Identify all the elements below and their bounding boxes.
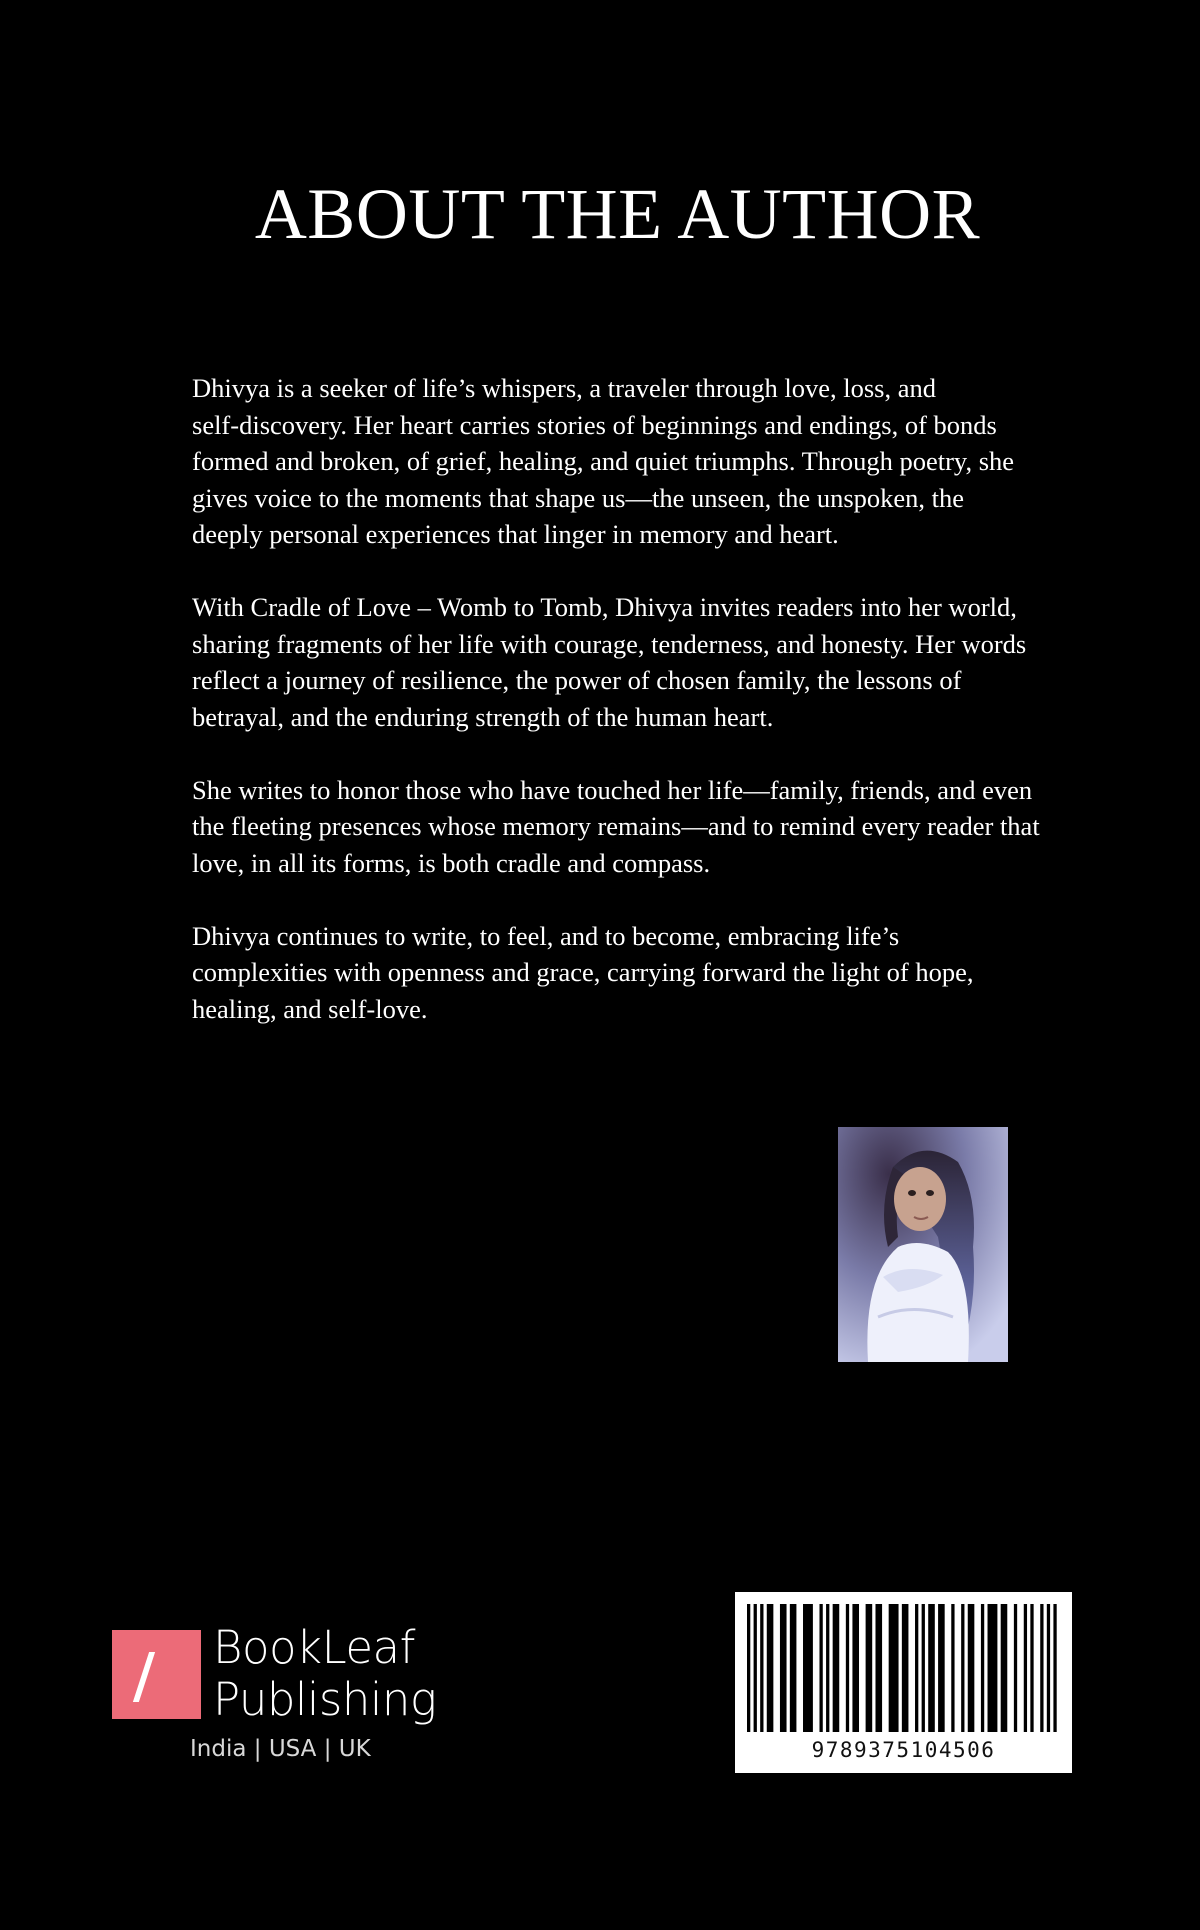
barcode-bar [1014,1604,1017,1732]
barcode-bar [819,1604,822,1732]
publisher-name-line2: Publishing [213,1673,437,1726]
barcode-bar [1040,1604,1043,1732]
author-bio [192,370,1092,1064]
barcode-bar [875,1604,882,1732]
barcode-bar [826,1604,829,1732]
barcode-bar [938,1604,945,1732]
barcode-bar [1030,1604,1033,1732]
isbn-number: 9789375104506 [811,1738,996,1762]
barcode-bar [981,1604,984,1732]
barcode-bar [951,1604,954,1732]
barcode-bar [866,1604,873,1732]
barcode-bar [833,1604,840,1732]
barcode-bar [928,1604,935,1732]
barcode-bar [1024,1604,1027,1732]
barcode-bar [846,1604,849,1732]
barcode-bar [915,1604,918,1732]
barcode-bar [902,1604,909,1732]
barcode-bar [790,1604,797,1732]
logo-mark [112,1630,201,1719]
barcode-bar [754,1604,757,1732]
barcode-bar [1001,1604,1008,1732]
slash-icon [133,1652,155,1702]
barcode-bar [780,1604,787,1732]
publisher-name [213,1622,436,1726]
barcode-bar [1053,1604,1056,1732]
publisher-logo [112,1621,452,1762]
barcode-bar [889,1604,899,1732]
barcode-bar [961,1604,964,1732]
barcode-bar [767,1604,774,1732]
barcode-bars [747,1604,1060,1732]
bio-paragraph-3: She writes to honor those who have touched her life—family, friends, and even the fleeting presences whose memory remains—and to remind every reader that love, in all its forms, is both cradle and compass. [192,774,1040,878]
barcode-bar [760,1604,763,1732]
barcode-bar [988,1604,998,1732]
barcode-bar [1047,1604,1050,1732]
barcode-bar [852,1604,859,1732]
bio-paragraph-2: With Cradle of Love – Womb to Tomb, Dhivya invites readers into her world, sharing fragments of her life with courage, tenderness, and honesty. Her words reflect a journey of resilience, the power of chosen family, the lessons of betrayal, and the enduring strength of the human heart. [192,592,1027,732]
page-title: ABOUT THE AUTHOR [254,174,981,254]
publisher-regions: India | USA | UK [190,1736,371,1762]
barcode-bar [747,1604,750,1732]
bio-paragraph-1: Dhivya is a seeker of life’s whispers, a traveler through love, loss, and self-discovery. Her heart carries stories of beginnings and endings, of bonds formed and broken, of grief, healing, and quiet triumphs. Through poetry, she gives voice to the moments that shape us—the unseen, the unspoken, the deeply personal experiences that linger in memory and heart. [192,373,1015,549]
author-photo [838,1127,1008,1362]
isbn-barcode [735,1592,1072,1773]
bio-paragraph-4: Dhivya continues to write, to feel, and to become, embracing life’s complexities with openness and grace, carrying forward the light of hope, healing, and self-love. [192,920,974,1024]
publisher-name-line1: BookLeaf [213,1621,415,1674]
barcode-bar [803,1604,813,1732]
barcode-bar [922,1604,925,1732]
barcode-bar [968,1604,975,1732]
